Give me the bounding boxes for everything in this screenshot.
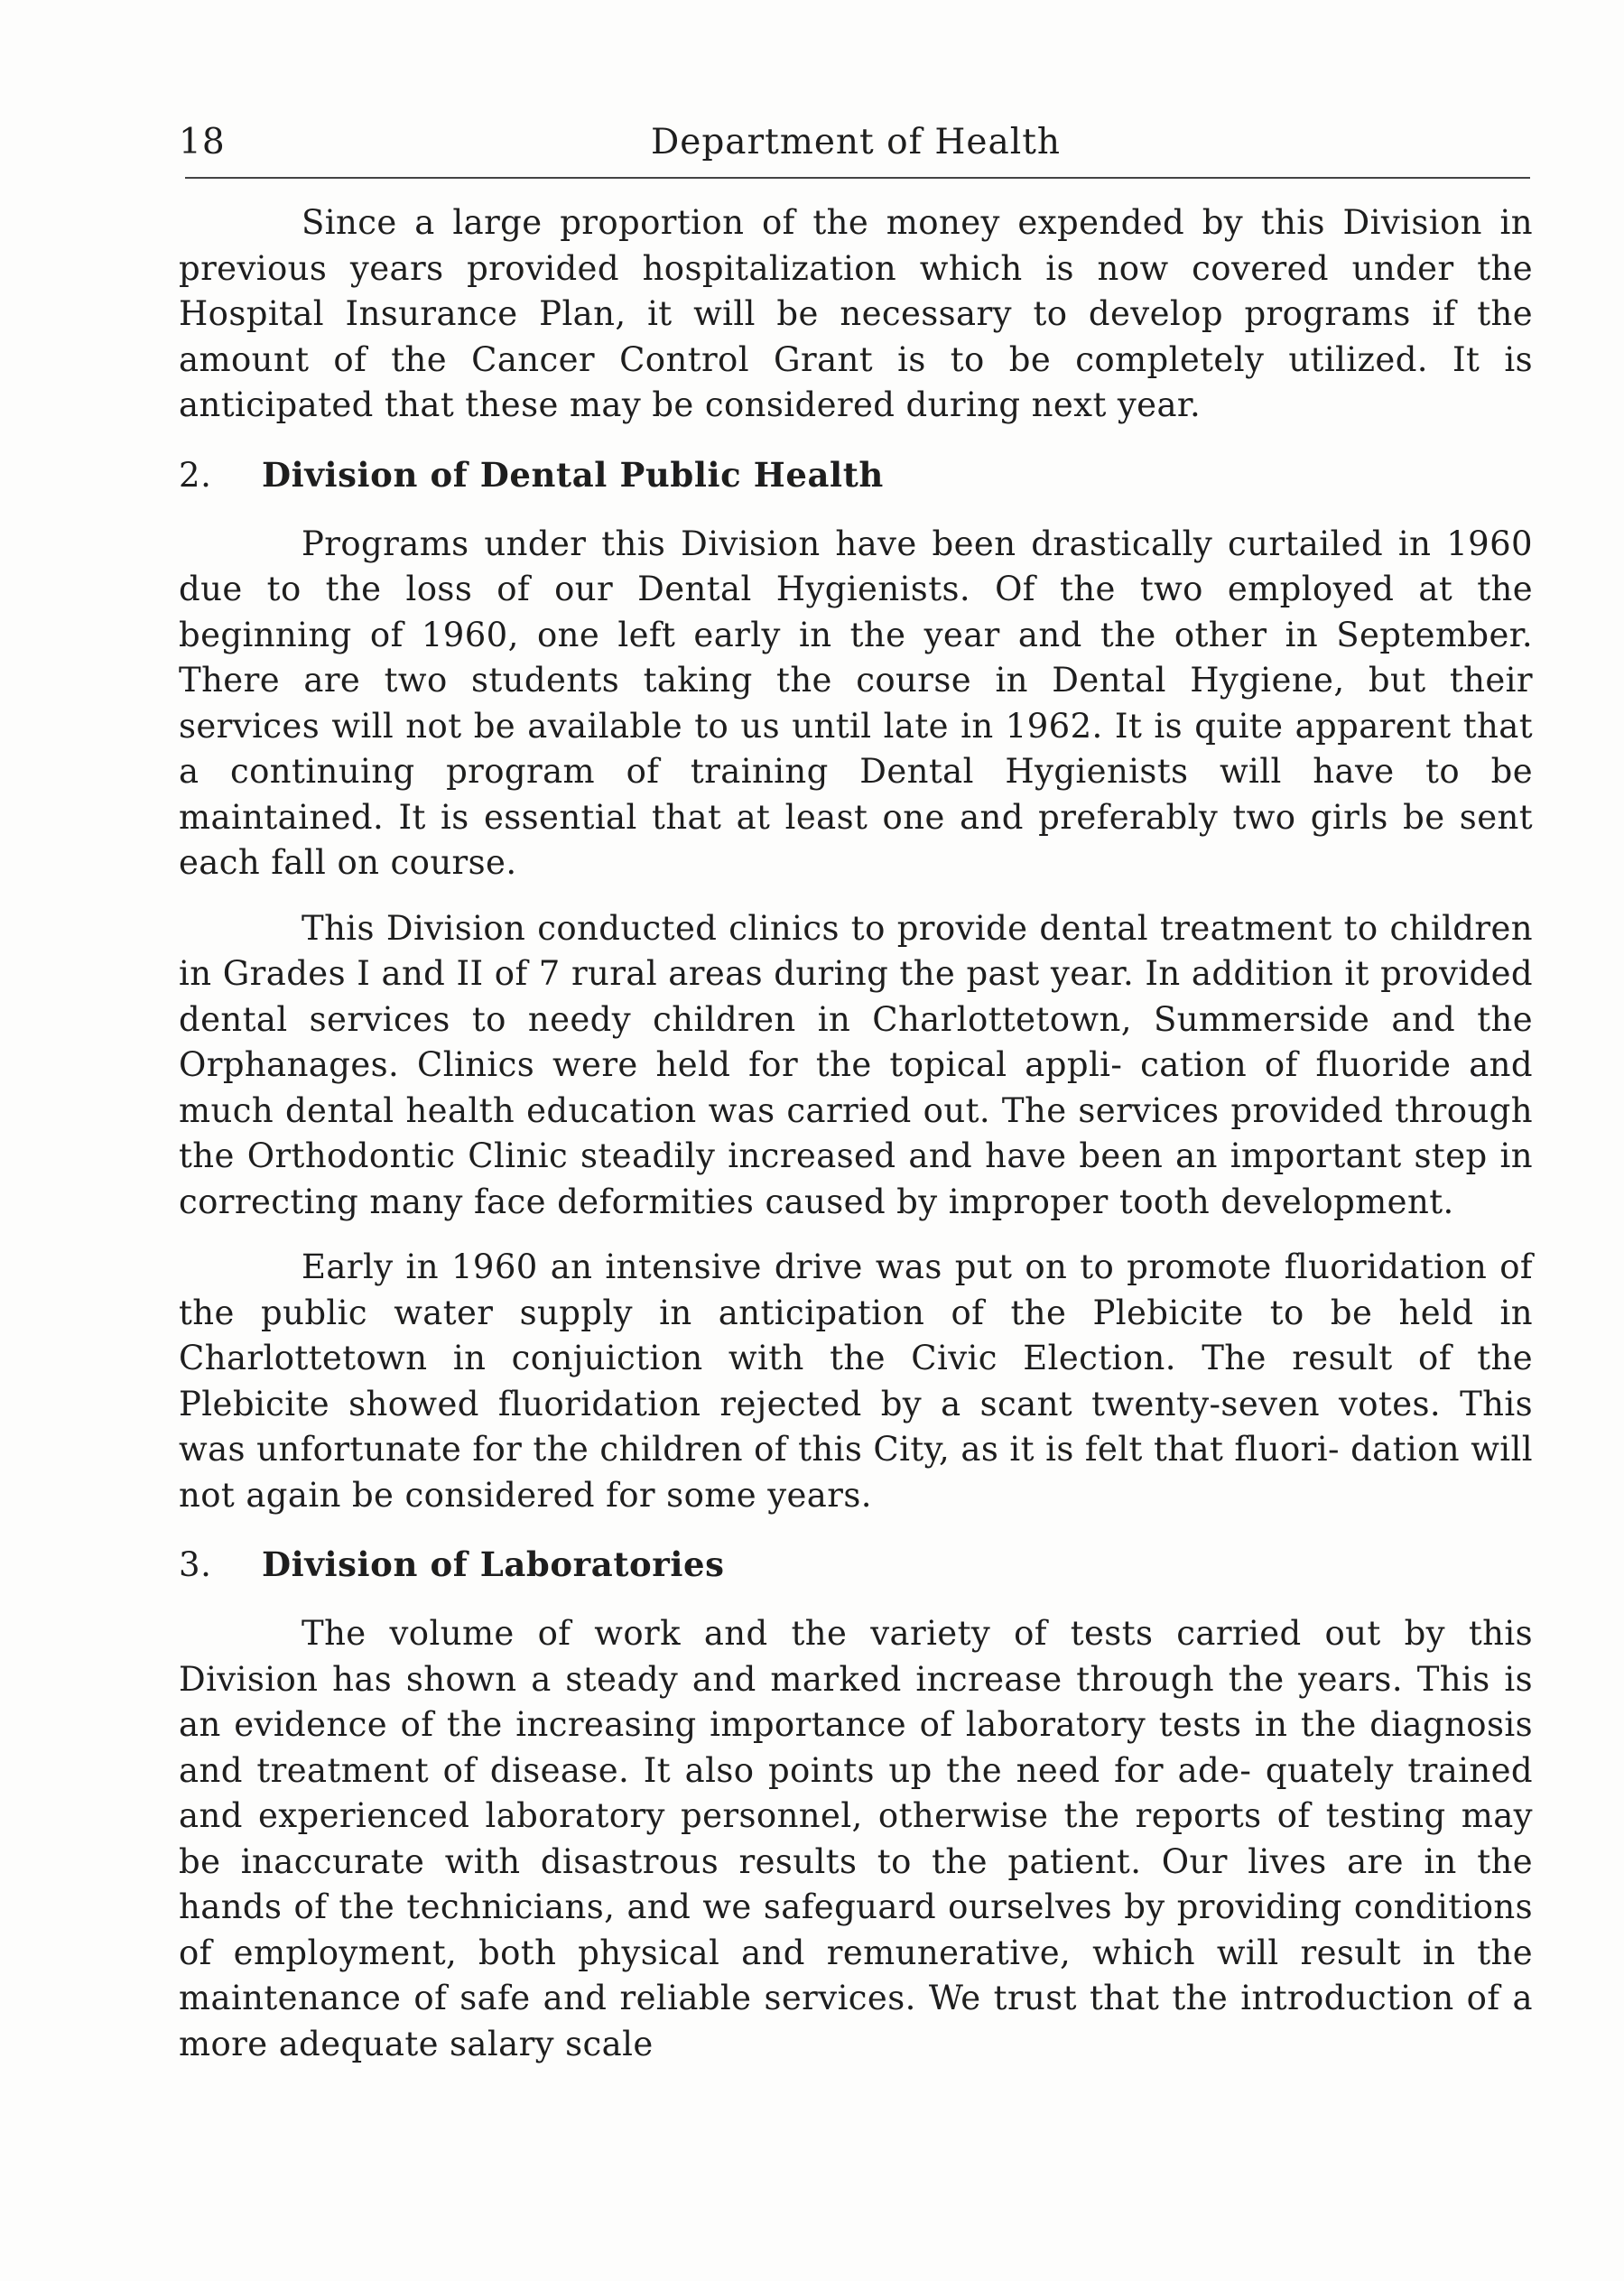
section-heading-dental xyxy=(179,452,1533,498)
paragraph-cancer-control: Since a large proportion of the money expended by this Division in previous years provided hospitalization which is now covered under the Hospital Insurance Plan, it will be necessary to develop programs if the amount of the Cancer Control Grant is to be completely utilized. It is anticipated that these may be considered during next year. xyxy=(179,203,1533,424)
page-body xyxy=(179,200,1533,2067)
section-heading-laboratories xyxy=(179,1542,1533,1588)
running-title: Department of Health xyxy=(650,122,1062,162)
page-header xyxy=(179,116,1533,170)
section-number: 2. xyxy=(179,455,212,495)
section-number: 3. xyxy=(179,1545,212,1584)
section-title: Division of Dental Public Health xyxy=(262,454,884,495)
header-rule xyxy=(185,177,1530,179)
section-title: Division of Laboratories xyxy=(262,1544,725,1584)
paragraph-laboratories: The volume of work and the variety of tests carried out by this Division has shown a steady and marked increase through the years. This is an evidence of the increasing importance of laboratory tests in the diagnosis and treatment of disease. It also points up the need for ade- quately trained and experienced laboratory personnel, otherwise the reports of testing may be inaccurate with disastrous results to the patient. Our lives are in the hands of the technicians, and we safeguard ourselves by providing conditions of employment, both physical and remunerative, which will result in the maintenance of safe and reliable services. We trust that the introduction of a more adequate salary scale xyxy=(179,1614,1533,2063)
page-number: 18 xyxy=(179,122,226,162)
paragraph-fluoridation: Early in 1960 an intensive drive was put on to promote fluoridation of the public water supply in anticipation of the Plebicite to be held in Charlottetown in conjuiction with the Civic Election. The result of the Plebicite showed fluoridation rejected by a scant twenty-seven votes. This was unfortunate for the children of this City, as it is felt that fluori- dation will not again be considered for some years. xyxy=(179,1247,1533,1515)
paragraph-dental-programs: Programs under this Division have been drastically curtailed in 1960 due to the loss of our Dental Hygienists. Of the two employed at the beginning of 1960, one left early in the year and the other in September. There are two students taking the course in Dental Hygiene, but their services will not be available to us until late in 1962. It is quite apparent that a continuing program of training Dental Hygienists will have to be maintained. It is essential that at least one and preferably two girls be sent each fall on course. xyxy=(179,524,1533,882)
paragraph-dental-clinics: This Division conducted clinics to provide dental treatment to children in Grades I and II of 7 rural areas during the past year. In addition it provided dental services to needy children in Charlottetown, Summerside and the Orphanages. Clinics were held for the topical appli- cation of fluoride and much dental health education was carried out. The services provided through the Orthodontic Clinic steadily increased and have been an important step in correcting many face deformities caused by improper tooth development. xyxy=(179,908,1533,1221)
